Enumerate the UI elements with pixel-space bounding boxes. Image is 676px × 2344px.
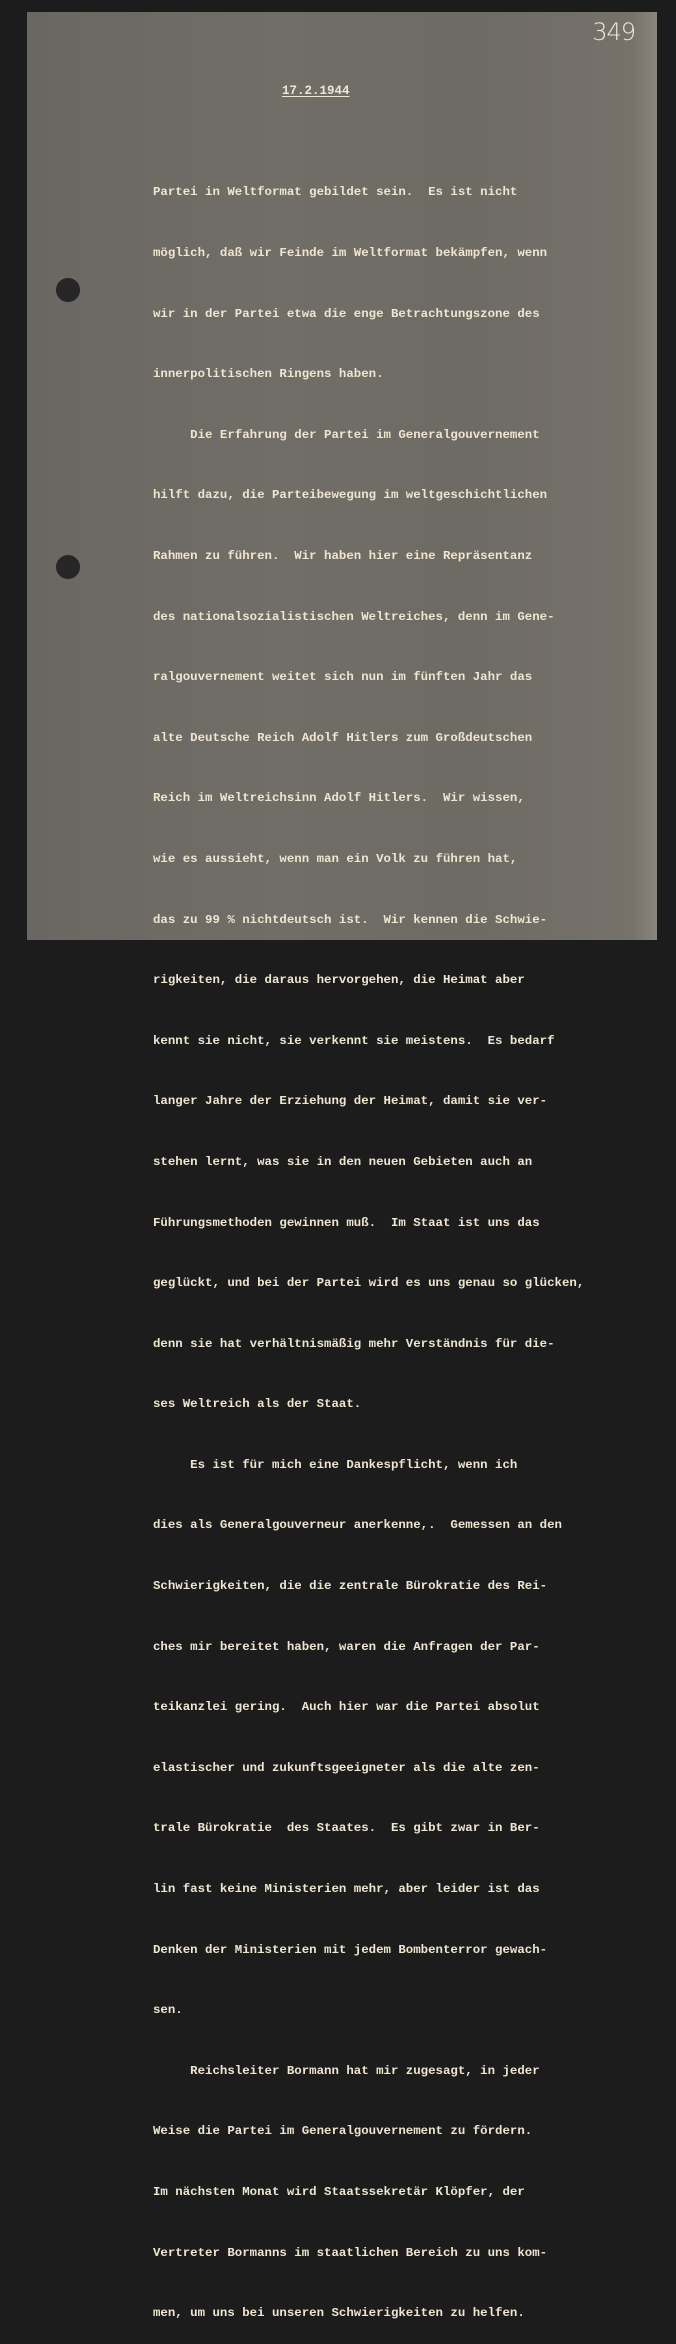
text-line: ses Weltreich als der Staat. xyxy=(153,1397,362,1412)
text-line: des nationalsozialistischen Weltreiches, denn im Gene- xyxy=(153,609,555,624)
text-line: elastischer und zukunftsgeeigneter als die alte zen- xyxy=(153,1760,540,1775)
folio-number: 349 xyxy=(592,18,635,46)
text-line: hilft dazu, die Parteibewegung im weltgeschichtlichen xyxy=(153,488,548,503)
text-line: dies als Generalgouverneur anerkenne,. Gemessen an den xyxy=(153,1518,562,1533)
text-line: Vertreter Bormanns im staatlichen Bereich zu uns kom- xyxy=(153,2245,548,2260)
text-line: langer Jahre der Erziehung der Heimat, damit sie ver- xyxy=(153,1094,548,1109)
text-line: Im nächsten Monat wird Staatssekretär Klöpfer, der xyxy=(153,2185,525,2199)
date-heading: 17.2.1944 xyxy=(282,84,350,98)
punch-hole-bottom xyxy=(56,555,80,579)
text-line: wir in der Partei etwa die enge Betrachtungszone des xyxy=(153,306,540,321)
text-line: Rahmen zu führen. Wir haben hier eine Repräsentanz xyxy=(153,548,533,563)
text-line: Die Erfahrung der Partei im Generalgouvernement xyxy=(153,427,540,442)
text-line: geglückt, und bei der Partei wird es uns genau so glücken, xyxy=(153,1276,585,1291)
text-line: ralgouvernement weitet sich nun im fünften Jahr das xyxy=(153,670,533,685)
text-line: alte Deutsche Reich Adolf Hitlers zum Großdeutschen xyxy=(153,730,533,745)
text-line: sen. xyxy=(153,2003,183,2018)
text-line: Schwierigkeiten, die die zentrale Bürokratie des Rei- xyxy=(153,1579,548,1594)
text-line: wie es aussieht, wenn man ein Volk zu führen hat, xyxy=(153,851,518,866)
text-line: rigkeiten, die daraus hervorgehen, die Heimat aber xyxy=(153,973,525,988)
text-line: trale Bürokratie des Staates. Es gibt zwar in Ber- xyxy=(153,1821,540,1836)
text-line: möglich, daß wir Feinde im Weltformat bekämpfen, wenn xyxy=(153,246,548,260)
text-line: das zu 99 % nichtdeutsch ist. Wir kennen die Schwie- xyxy=(153,912,548,927)
text-line: Führungsmethoden gewinnen muß. Im Staat ist uns das xyxy=(153,1215,540,1230)
punch-hole-top xyxy=(56,278,80,302)
text-line: lin fast keine Ministerien mehr, aber leider ist das xyxy=(153,1882,540,1897)
text-line: Reichsleiter Bormann hat mir zugesagt, in jeder xyxy=(153,2063,540,2078)
text-line: Denken der Ministerien mit jedem Bombenterror gewach- xyxy=(153,1942,548,1957)
text-line: Es ist für mich eine Dankespflicht, wenn ich xyxy=(153,1457,518,1472)
text-line: Reich im Weltreichsinn Adolf Hitlers. Wir wissen, xyxy=(153,791,525,806)
text-line: kennt sie nicht, sie verkennt sie meistens. Es bedarf xyxy=(153,1033,555,1048)
text-line: Partei in Weltformat gebildet sein. Es ist nicht xyxy=(153,185,518,200)
text-line: innerpolitischen Ringens haben. xyxy=(153,367,384,382)
text-line: ches mir bereitet haben, waren die Anfragen der Par- xyxy=(153,1639,540,1654)
text-line: teikanzlei gering. Auch hier war die Partei absolut xyxy=(153,1700,540,1715)
text-line: denn sie hat verhältnismäßig mehr Verständnis für die- xyxy=(153,1336,555,1351)
typed-body-text xyxy=(153,142,653,2344)
text-line: stehen lernt, was sie in den neuen Gebieten auch an xyxy=(153,1154,533,1169)
text-line: Weise die Partei im Generalgouvernement zu fördern. xyxy=(153,2124,533,2139)
text-line: men, um uns bei unseren Schwierigkeiten zu helfen. xyxy=(153,2306,525,2321)
